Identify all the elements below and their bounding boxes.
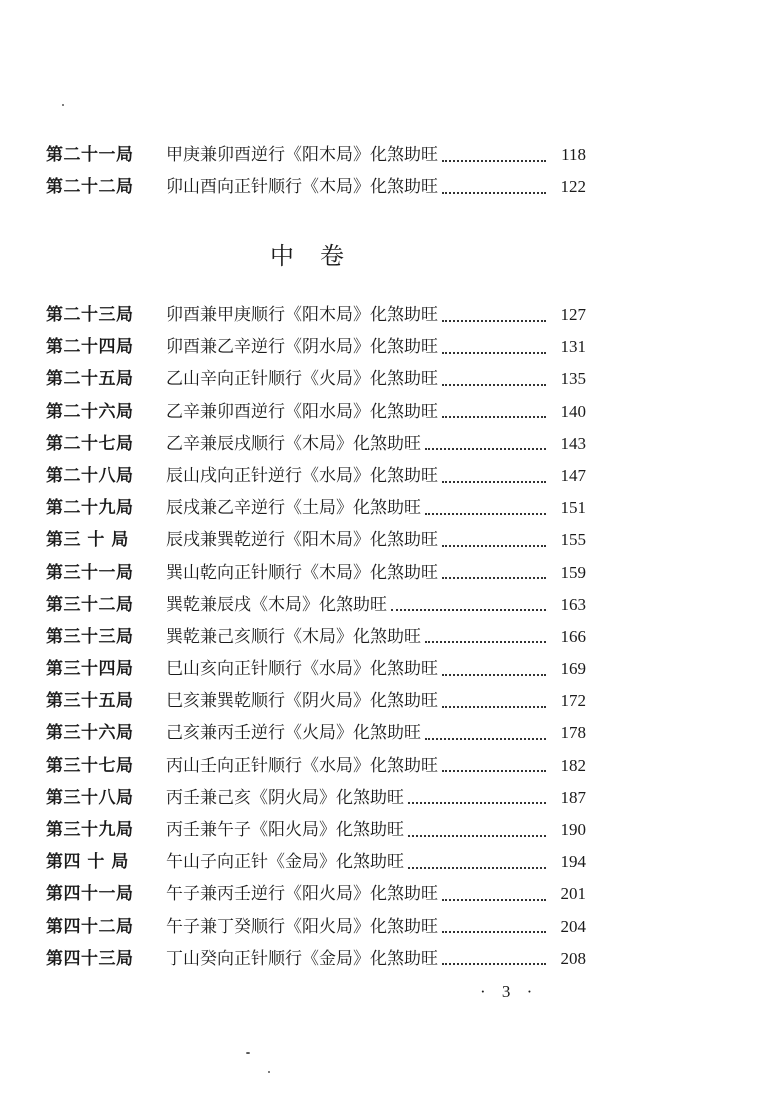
toc-entry	[46, 429, 586, 461]
dot-leader	[442, 898, 546, 901]
toc-entry	[46, 332, 586, 364]
chapter-title: 午子兼丁癸顺行《阳火局》化煞助旺	[166, 916, 438, 937]
toc-entry	[46, 912, 586, 944]
toc-entry	[46, 944, 586, 976]
chapter-number: 第三十三局	[46, 626, 134, 647]
chapter-number: 第四 十 局	[46, 852, 129, 873]
chapter-number: 第四十三局	[46, 948, 134, 969]
scan-speck	[268, 1071, 270, 1073]
chapter-title: 巽山乾向正针顺行《木局》化煞助旺	[166, 562, 438, 583]
page-reference: 159	[560, 562, 586, 582]
dot-leader	[442, 415, 546, 418]
page-reference: 135	[560, 369, 586, 389]
chapter-number: 第二十四局	[46, 337, 134, 358]
page-reference: 182	[560, 755, 586, 775]
page-reference: 127	[560, 305, 586, 324]
dot-leader	[442, 705, 546, 708]
section-heading: 中卷	[270, 242, 370, 270]
chapter-title: 巽乾兼辰戌《木局》化煞助旺	[166, 594, 387, 615]
toc-entry	[46, 718, 586, 750]
dot-leader	[442, 673, 546, 676]
dot-leader	[442, 319, 546, 322]
chapter-title: 卯山酉向正针顺行《木局》化煞助旺	[166, 177, 438, 198]
chapter-number: 第二十六局	[46, 401, 134, 422]
page-reference: 187	[560, 787, 586, 807]
page-reference: 147	[560, 465, 586, 485]
page-reference: 172	[560, 691, 586, 711]
page-reference: 169	[560, 659, 586, 679]
dot-leader	[442, 962, 546, 965]
page-reference: 131	[560, 337, 586, 357]
toc-entry	[46, 879, 586, 911]
chapter-title: 丙壬兼己亥《阴火局》化煞助旺	[166, 787, 404, 808]
page-reference: 122	[560, 177, 586, 197]
toc-entry	[46, 140, 586, 172]
toc-list-main	[46, 300, 586, 976]
chapter-title: 丁山癸向正针顺行《金局》化煞助旺	[166, 948, 438, 969]
toc-entry	[46, 397, 586, 429]
chapter-number: 第二十三局	[46, 305, 134, 325]
page-reference: 194	[560, 852, 586, 872]
dot-leader	[391, 608, 546, 611]
page-reference: 201	[560, 884, 586, 904]
chapter-title: 丙山壬向正针顺行《水局》化煞助旺	[166, 755, 438, 776]
chapter-number: 第二十九局	[46, 498, 134, 519]
chapter-title: 午山子向正针《金局》化煞助旺	[166, 852, 404, 873]
dot-leader	[425, 640, 546, 643]
chapter-number: 第三十六局	[46, 723, 134, 744]
chapter-number: 第三十八局	[46, 787, 134, 808]
dot-leader	[408, 801, 546, 804]
chapter-title: 己亥兼丙壬逆行《火局》化煞助旺	[166, 723, 421, 744]
dot-leader	[442, 544, 546, 547]
chapter-title: 卯酉兼乙辛逆行《阴水局》化煞助旺	[166, 337, 438, 358]
page-reference: 151	[560, 498, 586, 518]
chapter-title: 乙辛兼卯酉逆行《阳水局》化煞助旺	[166, 401, 438, 422]
chapter-title: 巳亥兼巽乾顺行《阴火局》化煞助旺	[166, 691, 438, 712]
dot-leader	[442, 351, 546, 354]
chapter-title: 乙山辛向正针顺行《火局》化煞助旺	[166, 369, 438, 390]
chapter-number: 第三十一局	[46, 562, 134, 583]
dot-leader	[425, 447, 546, 450]
page-reference: 143	[560, 433, 586, 453]
chapter-number: 第二十七局	[46, 433, 134, 454]
chapter-number: 第三 十 局	[46, 530, 129, 551]
toc-entry	[46, 525, 586, 557]
dot-leader	[425, 737, 546, 740]
page-reference: 118	[561, 145, 586, 164]
page-reference: 204	[560, 916, 586, 936]
toc-entry	[46, 461, 586, 493]
page-reference: 166	[560, 626, 586, 646]
toc-entry	[46, 364, 586, 396]
chapter-title: 辰戌兼乙辛逆行《土局》化煞助旺	[166, 498, 421, 519]
chapter-number: 第二十八局	[46, 465, 134, 486]
toc-entry	[46, 654, 586, 686]
dot-leader	[442, 930, 546, 933]
dot-leader	[425, 512, 546, 515]
chapter-title: 巳山亥向正针顺行《水局》化煞助旺	[166, 659, 438, 680]
page-reference: 178	[560, 723, 586, 743]
scan-speck	[246, 1052, 250, 1054]
toc-list-upper	[46, 140, 586, 204]
chapter-title: 甲庚兼卯酉逆行《阳木局》化煞助旺	[166, 145, 438, 165]
dot-leader	[442, 383, 546, 386]
dot-leader	[442, 769, 546, 772]
toc-entry	[46, 493, 586, 525]
page-reference: 155	[560, 530, 586, 550]
chapter-number: 第二十一局	[46, 145, 134, 165]
chapter-number: 第三十五局	[46, 691, 134, 712]
page-reference: 163	[560, 594, 586, 614]
chapter-number: 第二十五局	[46, 369, 134, 390]
dot-leader	[442, 480, 546, 483]
dot-leader	[442, 576, 546, 579]
page-reference: 190	[560, 820, 586, 839]
chapter-title: 巽乾兼己亥顺行《木局》化煞助旺	[166, 626, 421, 647]
toc-entry	[46, 300, 586, 332]
page-reference: 208	[560, 948, 586, 968]
toc-entry	[46, 783, 586, 815]
chapter-number: 第三十七局	[46, 755, 134, 776]
toc-entry	[46, 751, 586, 783]
toc-entry	[46, 847, 586, 879]
dot-leader	[408, 866, 546, 869]
chapter-title: 辰山戌向正针逆行《水局》化煞助旺	[166, 465, 438, 486]
chapter-title: 丙壬兼午子《阳火局》化煞助旺	[166, 820, 404, 840]
dot-leader	[442, 191, 546, 194]
dot-leader	[442, 159, 546, 162]
toc-entry	[46, 558, 586, 590]
toc-entry	[46, 686, 586, 718]
chapter-title: 乙辛兼辰戌顺行《木局》化煞助旺	[166, 433, 421, 454]
chapter-number: 第二十二局	[46, 177, 134, 198]
toc-entry	[46, 622, 586, 654]
toc-entry	[46, 172, 586, 204]
chapter-number: 第三十四局	[46, 659, 134, 680]
toc-entry	[46, 590, 586, 622]
chapter-title: 午子兼丙壬逆行《阳火局》化煞助旺	[166, 884, 438, 905]
page-reference: 140	[560, 401, 586, 421]
scan-speck	[62, 104, 64, 106]
chapter-number: 第四十一局	[46, 884, 134, 905]
chapter-number: 第三十九局	[46, 820, 134, 840]
page-number: · 3 ·	[480, 982, 539, 1001]
chapter-number: 第四十二局	[46, 916, 134, 937]
chapter-title: 卯酉兼甲庚顺行《阳木局》化煞助旺	[166, 305, 438, 325]
chapter-number: 第三十二局	[46, 594, 134, 615]
chapter-title: 辰戌兼巽乾逆行《阳木局》化煞助旺	[166, 530, 438, 551]
dot-leader	[408, 834, 546, 837]
toc-entry	[46, 815, 586, 847]
